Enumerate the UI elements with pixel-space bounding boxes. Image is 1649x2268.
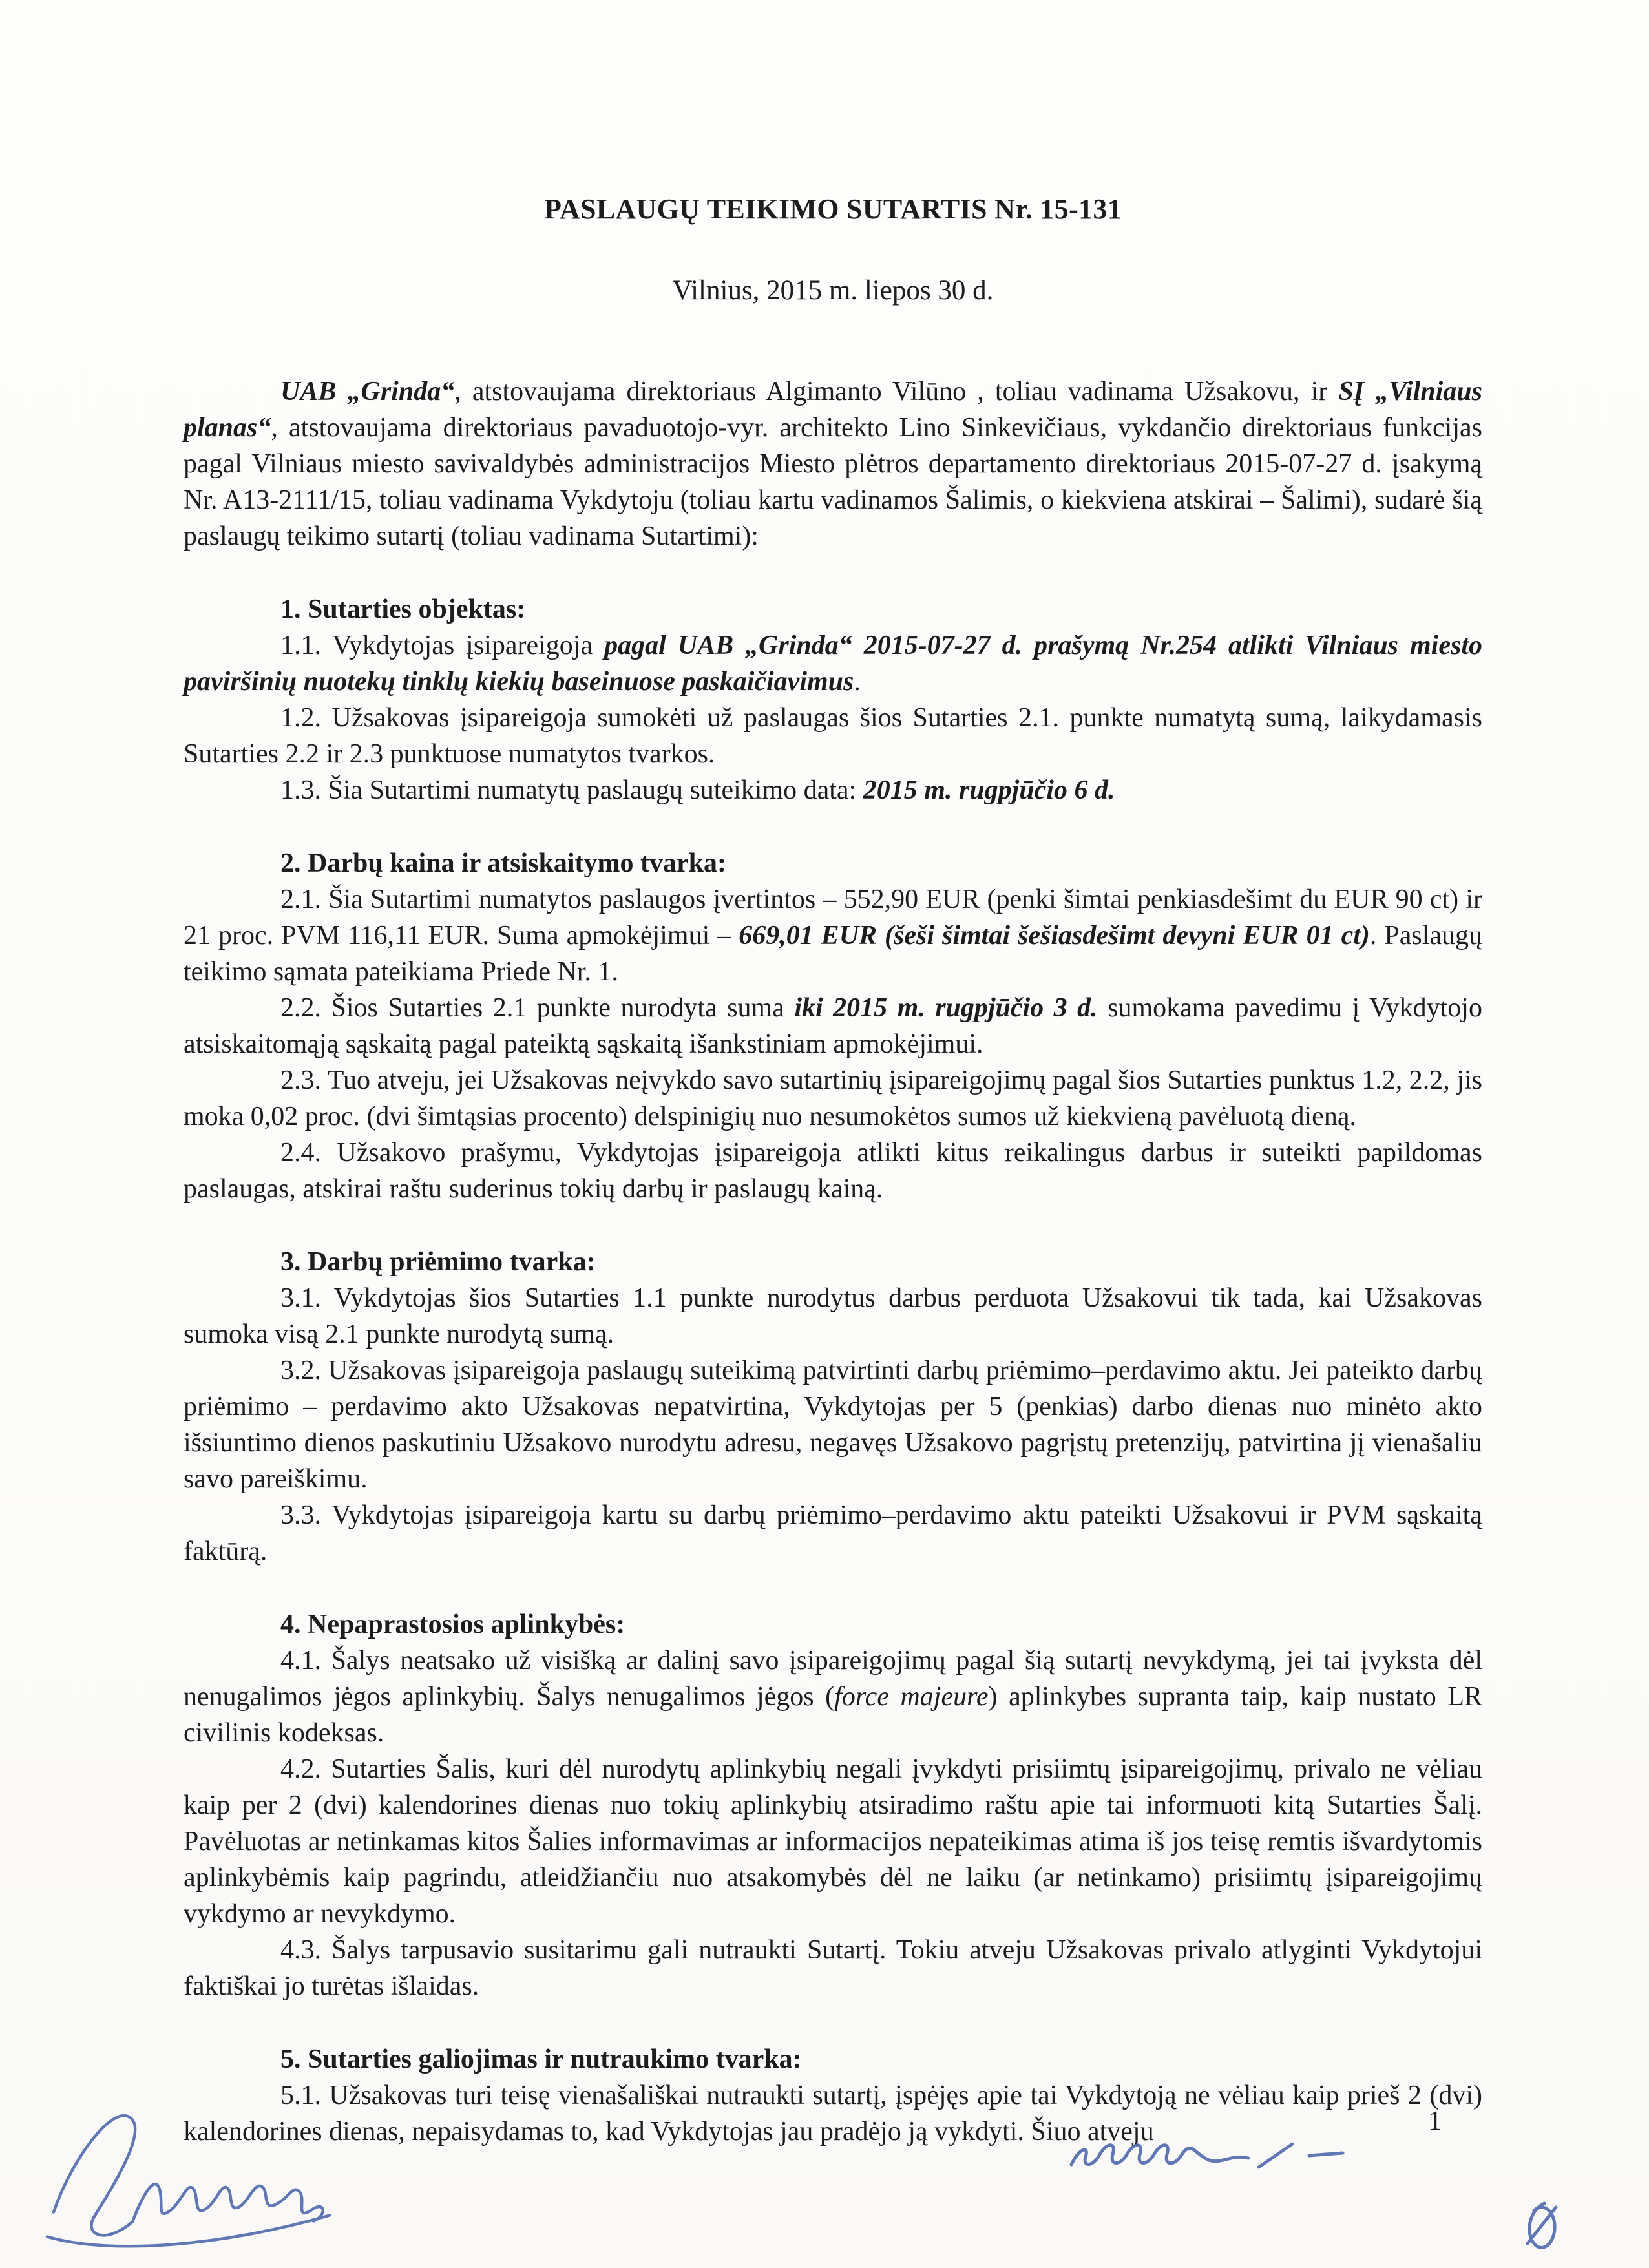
- party-buyer-name: UAB „Grinda“: [280, 377, 455, 406]
- clause-2-2: [184, 990, 1482, 1062]
- section-1: [184, 591, 1482, 808]
- clause-run: 4.3. Šalys tarpusavio susitarimu gali nutraukti Sutartį. Tokiu atveju Užsakovas privalo atlyginti Vykdytojui faktiškai jo turėtas išlaidas.: [184, 1935, 1482, 2001]
- intro-run: , atstovaujama direktoriaus pavaduotojo-vyr. architekto Lino Sinkevičiaus, vykdančio direktoriaus funkcijas pagal Vilniaus miesto savivaldybės administracijos Miesto plėtros departamento direktoriaus 2015-07-27 d. įsakymą Nr. A13-2111/15, toliau vadinama Vykdytoju (toliau kartu vadinamos Šalimis, o kiekviena atskirai – Šalimi), sudarė šią paslaugų teikimo sutartį (toliau vadinama Sutartimi):: [184, 413, 1482, 551]
- section-3-heading: 3. Darbų priėmimo tvarka:: [280, 1247, 596, 1277]
- intro-paragraph: [184, 373, 1482, 554]
- clause-run: 4.1. Šalys neatsako už visišką ar dalinį savo įsipareigojimų pagal šią sutartį nevykdymą, jei tai įvyksta dėl nenugalimos jėgos aplinkybių. Šalys nenugalimos jėgos (: [184, 1646, 1482, 1712]
- section-2: [184, 845, 1482, 1207]
- clause-run: .: [854, 667, 861, 697]
- clause-run: 2.2. Šios Sutarties 2.1 punkte nurodyta suma: [280, 993, 795, 1023]
- clause-run: 5.1. Užsakovas turi teisę vienašališkai nutraukti sutartį, įspėjęs apie tai Vykdytoją ne vėliau kaip prieš 2 (dvi) kalendorines dienas, nepaisydamas to, kad Vykdytojas jau pradėjo ją vykdyti. Šiuo atveju: [184, 2081, 1482, 2147]
- clause-run: 3.2. Užsakovas įsipareigoja paslaugų suteikimą patvirtinti darbų priėmimo–perdavimo aktu. Jei pateikto darbų priėmimo – perdavimo akto Užsakovas nepatvirtina, Vykdytojas per 5 (penkias) darbo dienas nuo minėto akto išsiuntimo dienos paskutiniu Užsakovo nurodytu adresu, negavęs Užsakovo pagrįstų pretenzijų, patvirtina jį vienašaliu savo pareiškimu.: [184, 1356, 1482, 1494]
- clause-run-emphasis: 2015 m. rugpjūčio 6 d.: [863, 775, 1115, 805]
- section-4: [184, 1606, 1482, 2004]
- clause-1-1: [184, 627, 1482, 700]
- clause-run-emphasis: pagal UAB „Grinda“ 2015-07-27 d. prašymą Nr.254 atlikti Vilniaus miesto paviršinių nuotekų tinklų kiekių baseinuose paskaičiavimus: [184, 631, 1482, 697]
- clause-run: 1.1. Vykdytojas įsipareigoja: [280, 631, 605, 660]
- clause-run: 3.1. Vykdytojas šios Sutarties 1.1 punkte nurodytus darbus perduota Užsakovui tik tada, kai Užsakovas sumoka visą 2.1 punkte nurodytą sumą.: [184, 1283, 1482, 1349]
- clause-3-3: [184, 1497, 1482, 1570]
- document-dateline: Vilnius, 2015 m. liepos 30 d.: [672, 275, 994, 306]
- clause-run-emphasis: iki 2015 m. rugpjūčio 3 d.: [794, 993, 1098, 1023]
- clause-4-2: [184, 1751, 1482, 1932]
- clause-run: 2.4. Užsakovo prašymu, Vykdytojas įsipareigoja atlikti kitus reikalingus darbus ir suteikti papildomas paslaugas, atskirai raštu suderinus tokių darbų ir paslaugų kainą.: [184, 1138, 1482, 1204]
- section-4-heading: 4. Nepaprastosios aplinkybės:: [280, 1610, 625, 1639]
- clause-run: . Paslaugų teikimo sąmata pateikiama Priede Nr. 1.: [184, 921, 1483, 987]
- section-5-heading: 5. Sutarties galiojimas ir nutraukimo tvarka:: [280, 2044, 802, 2074]
- clause-2-3: [184, 1062, 1482, 1135]
- clause-4-1: [184, 1643, 1482, 1751]
- clause-1-2: [184, 700, 1482, 772]
- clause-3-1: [184, 1280, 1482, 1352]
- section-3: [184, 1244, 1482, 1570]
- clause-3-2: [184, 1352, 1482, 1497]
- clause-1-3: [184, 772, 1482, 808]
- clause-run: 2.1. Šia Sutartimi numatytos paslaugos įvertintos – 552,90 EUR (penki šimtai penkiasdešimt du EUR 90 ct) ir 21 proc. PVM 116,11 EUR. Suma apmokėjimui –: [184, 885, 1482, 950]
- clause-run-emphasis: 669,01 EUR (šeši šimtai šešiasdešimt devyni EUR 01 ct): [739, 921, 1370, 950]
- clause-run: 3.3. Vykdytojas įsipareigoja kartu su darbų priėmimo–perdavimo aktu pateikti Užsakovui ir PVM sąskaitą faktūrą.: [184, 1500, 1482, 1566]
- page-number: 1: [1428, 2106, 1442, 2136]
- handwritten-paraph-icon: [1065, 2139, 1356, 2179]
- clause-run: ) aplinkybes supranta taip, kaip nustato LR civilinis kodeksas.: [184, 1682, 1482, 1748]
- clause-run: 2.3. Tuo atveju, jei Užsakovas neįvykdo savo sutartinių įsipareigojimų pagal šios Sutarties punktus 1.2, 2.2, jis moka 0,02 proc. (dvi šimtąsias procento) delspinigių nuo nesumokėtos sumos už kiekvieną pavėluotą dieną.: [184, 1066, 1482, 1131]
- handwritten-mark-icon: [1518, 2197, 1566, 2256]
- handwritten-signature-icon: [36, 2082, 339, 2255]
- clause-2-4: [184, 1135, 1482, 1207]
- intro-run: , atstovaujama direktoriaus Algimanto Vilūno , toliau vadinama Užsakovu, ir: [454, 377, 1339, 406]
- clause-run-latin-term: force majeure: [834, 1682, 989, 1712]
- clause-2-1: [184, 881, 1482, 990]
- clause-run: 1.2. Užsakovas įsipareigoja sumokėti už paslaugas šios Sutarties 2.1. punkte numatytą sumą, laikydamasis Sutarties 2.2 ir 2.3 punktuose numatytos tvarkos.: [184, 703, 1482, 769]
- party-contractor-name: SĮ „Vilniaus planas“: [184, 377, 1483, 443]
- document-title: PASLAUGŲ TEIKIMO SUTARTIS Nr. 15-131: [544, 193, 1122, 225]
- section-1-heading: 1. Sutarties objektas:: [280, 594, 526, 624]
- section-5: [184, 2041, 1482, 2150]
- clause-run: 1.3. Šia Sutartimi numatytų paslaugų suteikimo data:: [280, 775, 863, 805]
- document-body: [184, 373, 1482, 2150]
- section-2-heading: 2. Darbų kaina ir atsiskaitymo tvarka:: [280, 848, 726, 878]
- clause-run: 4.2. Sutarties Šalis, kuri dėl nurodytų aplinkybių negali įvykdyti prisiimtų įsipareigojimų, privalo ne vėliau kaip per 2 (dvi) kalendorines dienas nuo tokių aplinkybių atsiradimo raštu apie tai informuoti kitą Sutarties Šalį. Pavėluotas ar netinkamas kitos Šalies informavimas ar informacijos nepateikimas atima iš jos teisę remtis išvardytomis aplinkybėmis kaip pagrindu, atleidžiančiu nuo atsakomybės dėl ne laiku (ar netinkamo) prisiimtų įsipareigojimų vykdymo ar nevykdymo.: [184, 1754, 1482, 1929]
- clause-4-3: [184, 1932, 1482, 2004]
- clause-run: sumokama pavedimu į Vykdytojo atsiskaitomąją sąskaitą pagal pateiktą sąskaitą išankstiniam apmokėjimui.: [184, 993, 1482, 1059]
